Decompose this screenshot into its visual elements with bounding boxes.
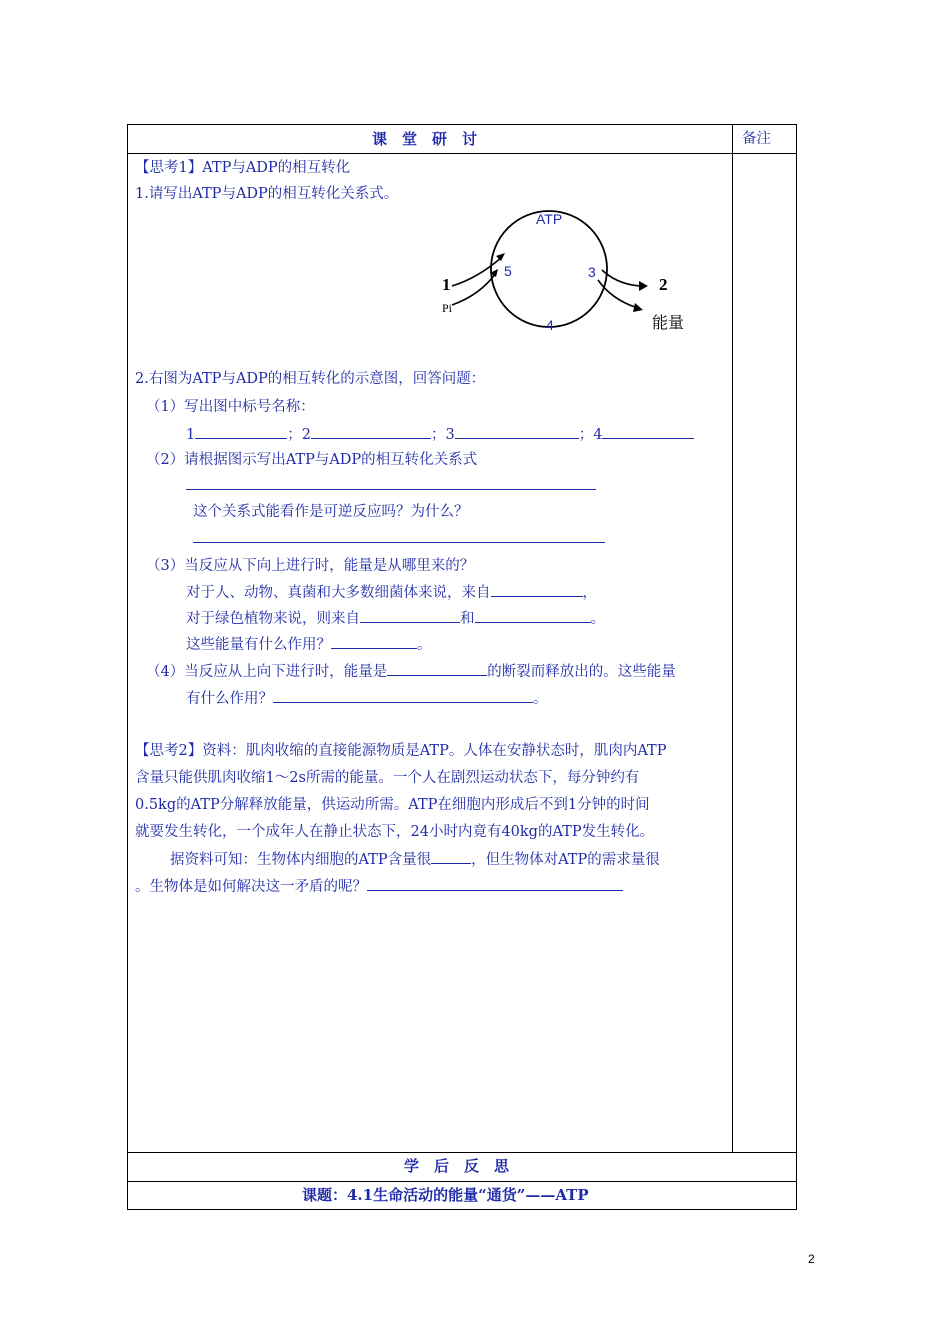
answer-blank-contradiction[interactable]	[367, 876, 623, 891]
think1-q1: 1.请写出ATP与ADP的相互转化关系式。	[135, 186, 399, 202]
topic-title: 课题：4.1生命活动的能量“通货”——ATP	[302, 1186, 589, 1204]
table-border-bottom	[127, 1209, 797, 1210]
arrow-out-upper	[602, 270, 642, 286]
page-number: 2	[808, 1252, 815, 1266]
think1-q2-4b	[186, 688, 548, 709]
table-reflection-bottom	[127, 1181, 797, 1182]
think1-q2-1-answers	[186, 424, 694, 445]
section-title: 课 堂 研 讨	[372, 130, 478, 148]
think2-line4: 就要发生转化，一个成年人在静止状态下，24小时内竟有40kg的ATP发生转化。	[135, 824, 655, 840]
think1-q2-3: （3）当反应从下向上进行时，能量是从哪里来的？	[146, 558, 475, 574]
think2-p5: 据资料可知：生物体内细胞的ATP含量很	[170, 852, 432, 868]
notes-header: 备注	[742, 131, 771, 147]
arrow-in-upper-head	[496, 253, 505, 261]
answer-blank-source-plants-1[interactable]	[360, 608, 460, 623]
think2-line5	[170, 849, 660, 870]
answer-line-equation[interactable]	[186, 489, 596, 490]
think2-line3: 0.5kg的ATP分解释放能量，供运动所需。ATP在细胞内形成后不到1分钟的时间	[135, 797, 650, 813]
think1-q2-2: （2）请根据图示写出ATP与ADP的相互转化关系式	[146, 452, 478, 468]
q2-4b-end: 。	[533, 691, 548, 707]
answer-blank-3[interactable]	[455, 424, 579, 439]
think1-q2-3a	[186, 582, 597, 603]
think2-p1: 资料：肌肉收缩的直接能源物质是ATP。人体在安静状态时，肌肉内ATP	[202, 743, 667, 759]
table-body-bottom	[127, 1152, 797, 1153]
answer-blank-source-plants-2[interactable]	[475, 608, 591, 623]
think2-p5-end: ，但生物体对ATP的需求量很	[471, 852, 660, 868]
answer-blank-source-animals[interactable]	[491, 582, 583, 597]
blank-label-3: ；3	[430, 427, 455, 443]
table-notes-divider	[732, 124, 733, 1152]
label-pi: Pi	[442, 301, 453, 315]
label-2: 2	[659, 275, 668, 294]
q2-3c-end: 。	[417, 637, 432, 653]
q2-4b-text: 有什么作用？	[186, 691, 273, 707]
answer-blank-release-use[interactable]	[273, 688, 533, 703]
blank-label-2: ；2	[287, 427, 311, 443]
think1-q2: 2.右图为ATP与ADP的相互转化的示意图，回答问题：	[135, 371, 486, 387]
table-border-top	[127, 124, 797, 125]
q2-3b-mid: 和	[460, 611, 475, 627]
q2-3c-text: 这些能量有什么作用？	[186, 637, 331, 653]
answer-blank-energy-use[interactable]	[331, 634, 417, 649]
think2-line1	[135, 741, 666, 761]
think1-q2-3c	[186, 634, 432, 655]
arrow-out-upper-head	[639, 281, 648, 291]
reflection-title: 学 后 反 思	[404, 1157, 510, 1175]
think2-line2: 含量只能供肌肉收缩1～2s所需的能量。一个人在剧烈运动状态下，每分钟约有	[135, 770, 640, 786]
q2-3a-text: 对于人、动物、真菌和大多数细菌体来说，来自	[186, 585, 491, 601]
think1-title: 【思考1】ATP与ADP的相互转化	[135, 160, 351, 176]
blank-label-4: ；4	[578, 427, 603, 443]
label-4: 4	[546, 317, 554, 333]
blank-label-1: 1	[186, 427, 196, 443]
q2-4-text: （4）当反应从上向下进行时，能量是	[146, 664, 388, 680]
arrow-out-lower-head	[633, 303, 643, 312]
table-border-left	[127, 124, 128, 1210]
think1-q2-3b	[186, 608, 605, 629]
think2-line6	[135, 876, 623, 897]
answer-line-reversible[interactable]	[193, 542, 605, 543]
answer-blank-1[interactable]	[195, 424, 287, 439]
think1-q2-4	[146, 661, 676, 682]
think1-q2-2b: 这个关系式能看作是可逆反应吗？为什么？	[193, 504, 469, 520]
think2-label: 【思考2】	[135, 743, 203, 759]
label-energy: 能量	[652, 313, 685, 332]
table-border-right	[796, 124, 797, 1210]
q2-3b-text: 对于绿色植物来说，则来自	[186, 611, 360, 627]
q2-3a-end: ，	[582, 585, 597, 601]
label-3: 3	[588, 264, 596, 280]
think1-q2-1: （1）写出图中标号名称：	[146, 399, 315, 415]
answer-blank-4[interactable]	[602, 424, 694, 439]
think2-p6: 。生物体是如何解决这一矛盾的呢？	[135, 879, 367, 895]
answer-blank-2[interactable]	[311, 424, 431, 439]
answer-blank-atp-content[interactable]	[431, 849, 471, 864]
q2-4-end: 的断裂而释放出的。这些能量	[487, 664, 676, 680]
label-5: 5	[504, 263, 512, 279]
answer-blank-bond[interactable]	[387, 661, 487, 676]
table-header-divider	[127, 153, 797, 154]
arrow-in-lower	[452, 273, 496, 305]
q2-3b-end: 。	[590, 611, 605, 627]
label-atp: ATP	[536, 211, 563, 227]
label-1: 1	[442, 275, 451, 294]
atp-adp-cycle-diagram	[430, 200, 710, 340]
